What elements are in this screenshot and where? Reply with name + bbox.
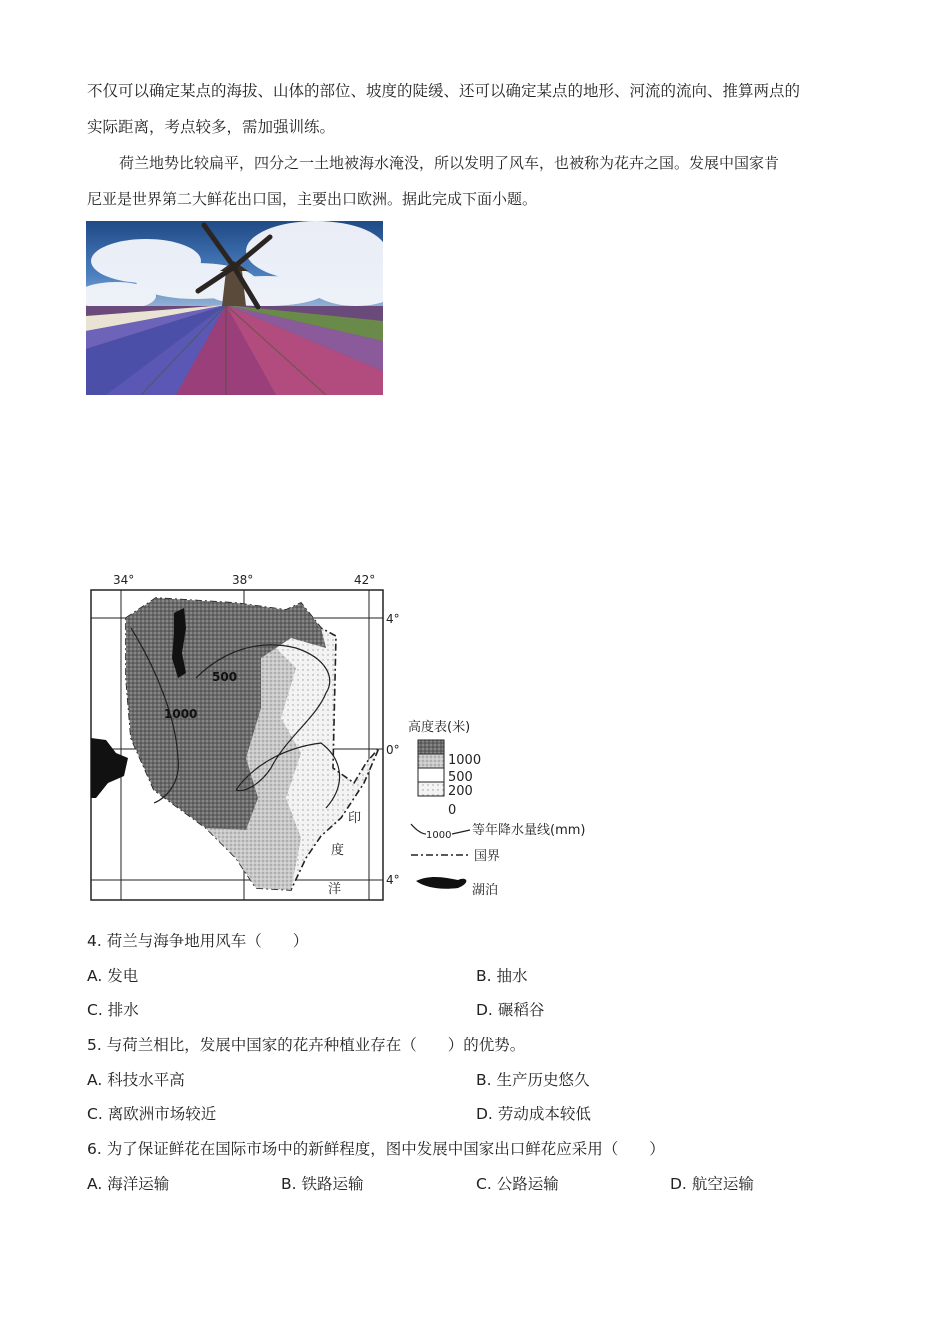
q4-option-a[interactable]: A. 发电 [87,967,139,985]
legend-title: 高度表(米) [408,720,471,735]
q6-option-d[interactable]: D. 航空运输 [670,1175,754,1193]
legend-lake-label: 湖泊 [472,883,499,898]
question-6-stem: 6. 为了保证鲜花在国际市场中的新鲜程度，图中发展中国家出口鲜花应采用（ ） [87,1140,665,1158]
passage-line-1: 荷兰地势比较扁平，四分之一土地被海水淹没，所以发明了风车，也被称为花卉之国。发展中国家肯 [119,154,780,172]
lon-label-34: 34° [113,573,135,587]
question-5-stem: 5. 与荷兰相比，发展中国家的花卉种植业存在（ ）的优势。 [87,1036,526,1054]
q4-option-c[interactable]: C. 排水 [87,1001,139,1019]
q5-option-a[interactable]: A. 科技水平高 [87,1071,185,1089]
lat-label-4n: 4° [386,612,400,626]
legend-isohyet-label: 等年降水量线(mm) [472,823,586,838]
legend-border-label: 国界 [474,849,501,864]
q6-option-b[interactable]: B. 铁路运输 [281,1175,364,1193]
intro-line-2: 实际距离，考点较多，需加强训练。 [87,118,336,136]
q6-option-c[interactable]: C. 公路运输 [476,1175,559,1193]
kenya-map [86,568,606,908]
legend-level-200: 200 [448,784,473,799]
isohyet-label-500: 500 [212,670,238,684]
isohyet-label-1000: 1000 [164,707,198,721]
legend-level-1000: 1000 [448,753,482,768]
q5-option-c[interactable]: C. 离欧洲市场较近 [87,1105,217,1123]
intro-line-1: 不仅可以确定某点的海拔、山体的部位、坡度的陡缓、还可以确定某点的地形、河流的流向、推算两点的 [87,82,801,100]
q4-option-d[interactable]: D. 碾稻谷 [476,1001,545,1019]
lat-label-4s: 4° [386,873,400,887]
map-legend [408,719,585,898]
q4-option-b[interactable]: B. 抽水 [476,967,528,985]
legend-level-500: 500 [448,770,473,785]
q5-option-d[interactable]: D. 劳动成本较低 [476,1105,591,1123]
q6-option-a[interactable]: A. 海洋运输 [87,1175,170,1193]
lon-label-38: 38° [232,573,254,587]
lat-label-0: 0° [386,743,400,757]
question-4-stem: 4. 荷兰与海争地用风车（ ） [87,932,309,950]
ocean-char-2: 度 [331,843,345,858]
windmill-flower-field-photo [86,221,383,395]
intro-paragraph [87,73,862,145]
ocean-char-1: 印 [348,811,362,826]
passage-paragraph [87,145,862,217]
legend-level-0: 0 [448,803,457,818]
lon-label-42: 42° [354,573,376,587]
legend-isohyet-sample: 1000 [426,830,452,841]
ocean-char-3: 洋 [328,882,342,897]
q5-option-b[interactable]: B. 生产历史悠久 [476,1071,590,1089]
passage-line-2: 尼亚是世界第二大鲜花出口国，主要出口欧洲。据此完成下面小题。 [87,190,538,208]
